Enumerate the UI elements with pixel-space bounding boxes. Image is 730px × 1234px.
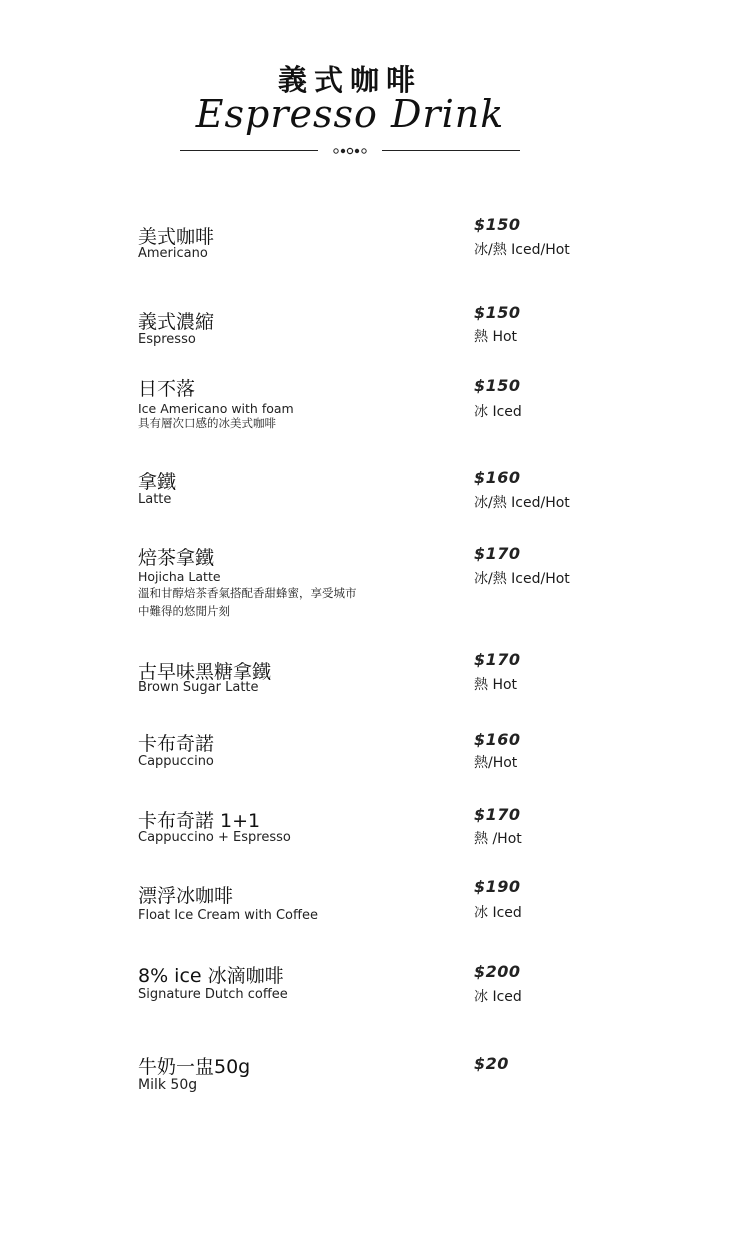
item-english-name: Espresso <box>138 332 196 347</box>
item-english-name: Signature Dutch coffee <box>138 987 288 1002</box>
item-name: 拿鐵 <box>138 471 177 493</box>
item-description: 溫和甘醇焙茶香氣搭配香甜蜂蜜，享受城市 <box>138 586 357 600</box>
item-english-name: Americano <box>138 246 208 261</box>
item-name: 義式濃縮 <box>138 311 215 333</box>
item-price: $170 <box>474 805 521 824</box>
item-temperature: 熱/Hot <box>474 755 518 771</box>
item-english-name: Ice Americano with foam <box>138 401 294 416</box>
item-price: $160 <box>474 468 521 487</box>
item-description-continued: 中難得的悠閒片刻 <box>138 604 230 618</box>
item-name: 卡布奇諾 <box>138 733 215 755</box>
menu-title-chinese: 義式咖啡 <box>277 63 422 97</box>
item-price: $170 <box>474 544 521 563</box>
item-price: $200 <box>474 962 521 981</box>
item-name: 日不落 <box>138 378 196 400</box>
item-name: 牛奶一盅50g <box>138 1056 251 1078</box>
item-temperature: 熱 Hot <box>474 329 518 345</box>
item-temperature: 冰/熱 Iced/Hot <box>474 242 570 258</box>
item-english-name: Cappuccino <box>138 754 214 769</box>
item-price: $190 <box>474 877 521 896</box>
ornament-icon <box>330 145 370 157</box>
item-price: $20 <box>474 1054 509 1073</box>
item-temperature: 冰/熱 Iced/Hot <box>474 495 570 511</box>
item-name: 卡布奇諾 1+1 <box>138 810 261 832</box>
menu-header <box>0 0 730 170</box>
item-english-name: Float Ice Cream with Coffee <box>138 908 318 923</box>
header-divider-right <box>382 150 520 151</box>
item-name: 美式咖啡 <box>138 226 215 248</box>
item-temperature: 冰 Iced <box>474 905 522 921</box>
item-name: 古早味黑糖拿鐵 <box>138 661 272 683</box>
item-name: 8% ice 冰滴咖啡 <box>138 965 284 987</box>
item-english-name: Milk 50g <box>138 1077 198 1093</box>
item-temperature: 熱 Hot <box>474 677 518 693</box>
header-divider-left <box>180 150 318 151</box>
item-price: $170 <box>474 650 521 669</box>
item-temperature: 冰 Iced <box>474 404 522 420</box>
item-name: 漂浮冰咖啡 <box>138 885 234 907</box>
item-price: $150 <box>474 215 521 234</box>
item-price: $160 <box>474 730 521 749</box>
item-price: $150 <box>474 376 521 395</box>
item-price: $150 <box>474 303 521 322</box>
item-temperature: 冰 Iced <box>474 989 522 1005</box>
item-english-name: Cappuccino + Espresso <box>138 830 291 845</box>
item-english-name: Brown Sugar Latte <box>138 680 259 695</box>
item-name: 焙茶拿鐵 <box>138 547 215 569</box>
item-description: 具有層次口感的冰美式咖啡 <box>138 416 276 430</box>
item-english-name: Hojicha Latte <box>138 569 221 584</box>
item-english-name: Latte <box>138 492 172 507</box>
menu-title-english: Espresso Drink <box>195 92 505 136</box>
item-temperature: 熱 /Hot <box>474 831 522 847</box>
item-temperature: 冰/熱 Iced/Hot <box>474 571 570 587</box>
